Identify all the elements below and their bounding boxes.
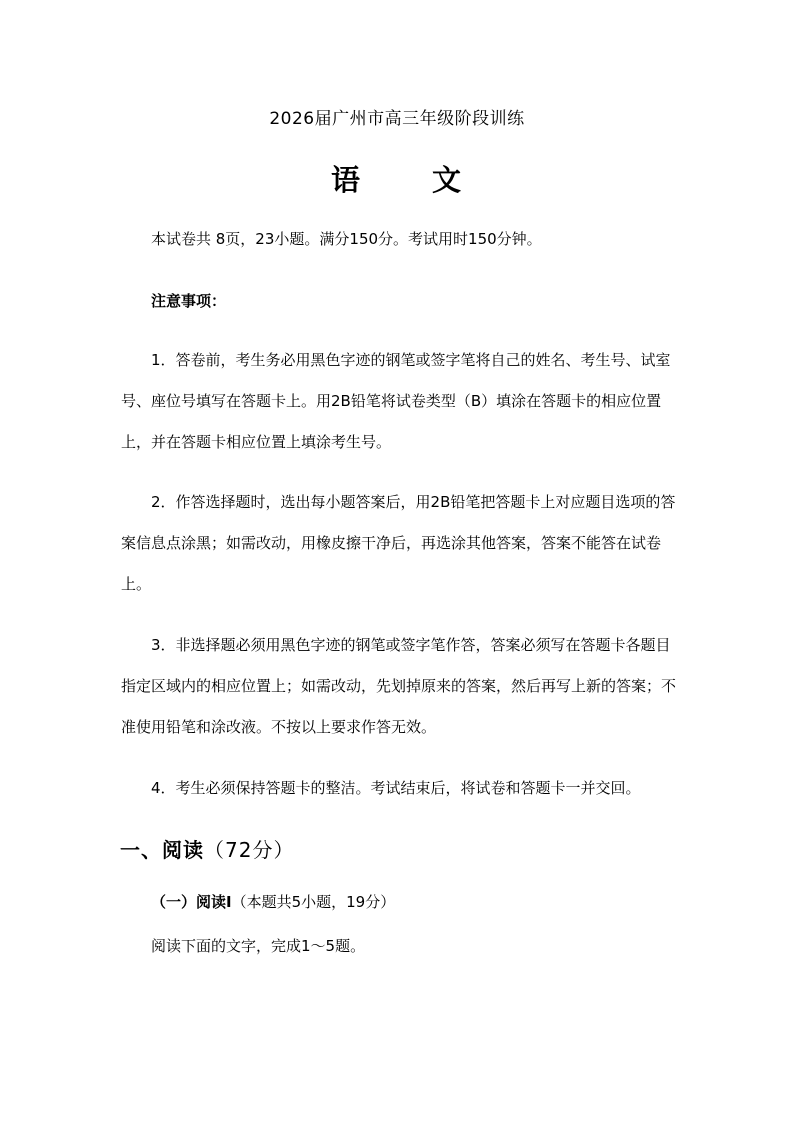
subsection-detail: （本题共5小题，19分） [231,893,396,911]
notice-item-3: 3．非选择题必须用黑色字迹的钢笔或签字笔作答，答案必须写在答题卡各题目指定区域内的相应位置上；如需改动，先划掉原来的答案，然后再写上新的答案；不准使用铅笔和涂改液。不按以上要求作答无效。 [121,636,677,736]
subsection-label: （一）阅读Ⅰ [151,893,232,911]
notice-item-1: 1．答卷前，考生务必用黑色字迹的钢笔或签字笔将自己的姓名、考生号、试室号、座位号填写在答题卡上。用2B铅笔将试卷类型（B）填涂在答题卡的相应位置上，并在答题卡相应位置上填涂考生号。 [121,351,671,451]
exam-title: 2026届广州市高三年级阶段训练 [269,109,525,129]
notice-title: 注意事项： [151,292,227,310]
subject-title [0,158,794,199]
notice-item-2: 2．作答选择题时，选出每小题答案后，用2B铅笔把答题卡上对应题目选项的答案信息点涂黑；如需改动，用橡皮擦干净后，再选涂其他答案，答案不能答在试卷上。 [121,493,676,593]
exam-intro: 本试卷共 8页，23小题。满分150分。考试用时150分钟。 [151,230,542,248]
subsection-heading [151,891,395,912]
section-points: （72分） [204,838,295,862]
reading-instruction: 阅读下面的文字，完成1～5题。 [151,937,366,955]
subject-title-char-1: 语 [330,163,362,197]
notice-item-4: 4．考生必须保持答题卡的整洁。考试结束后，将试卷和答题卡一并交回。 [151,779,641,797]
section-heading [120,834,294,863]
section-label: 一、阅读 [120,838,204,862]
subject-title-char-2: 文 [432,163,464,197]
